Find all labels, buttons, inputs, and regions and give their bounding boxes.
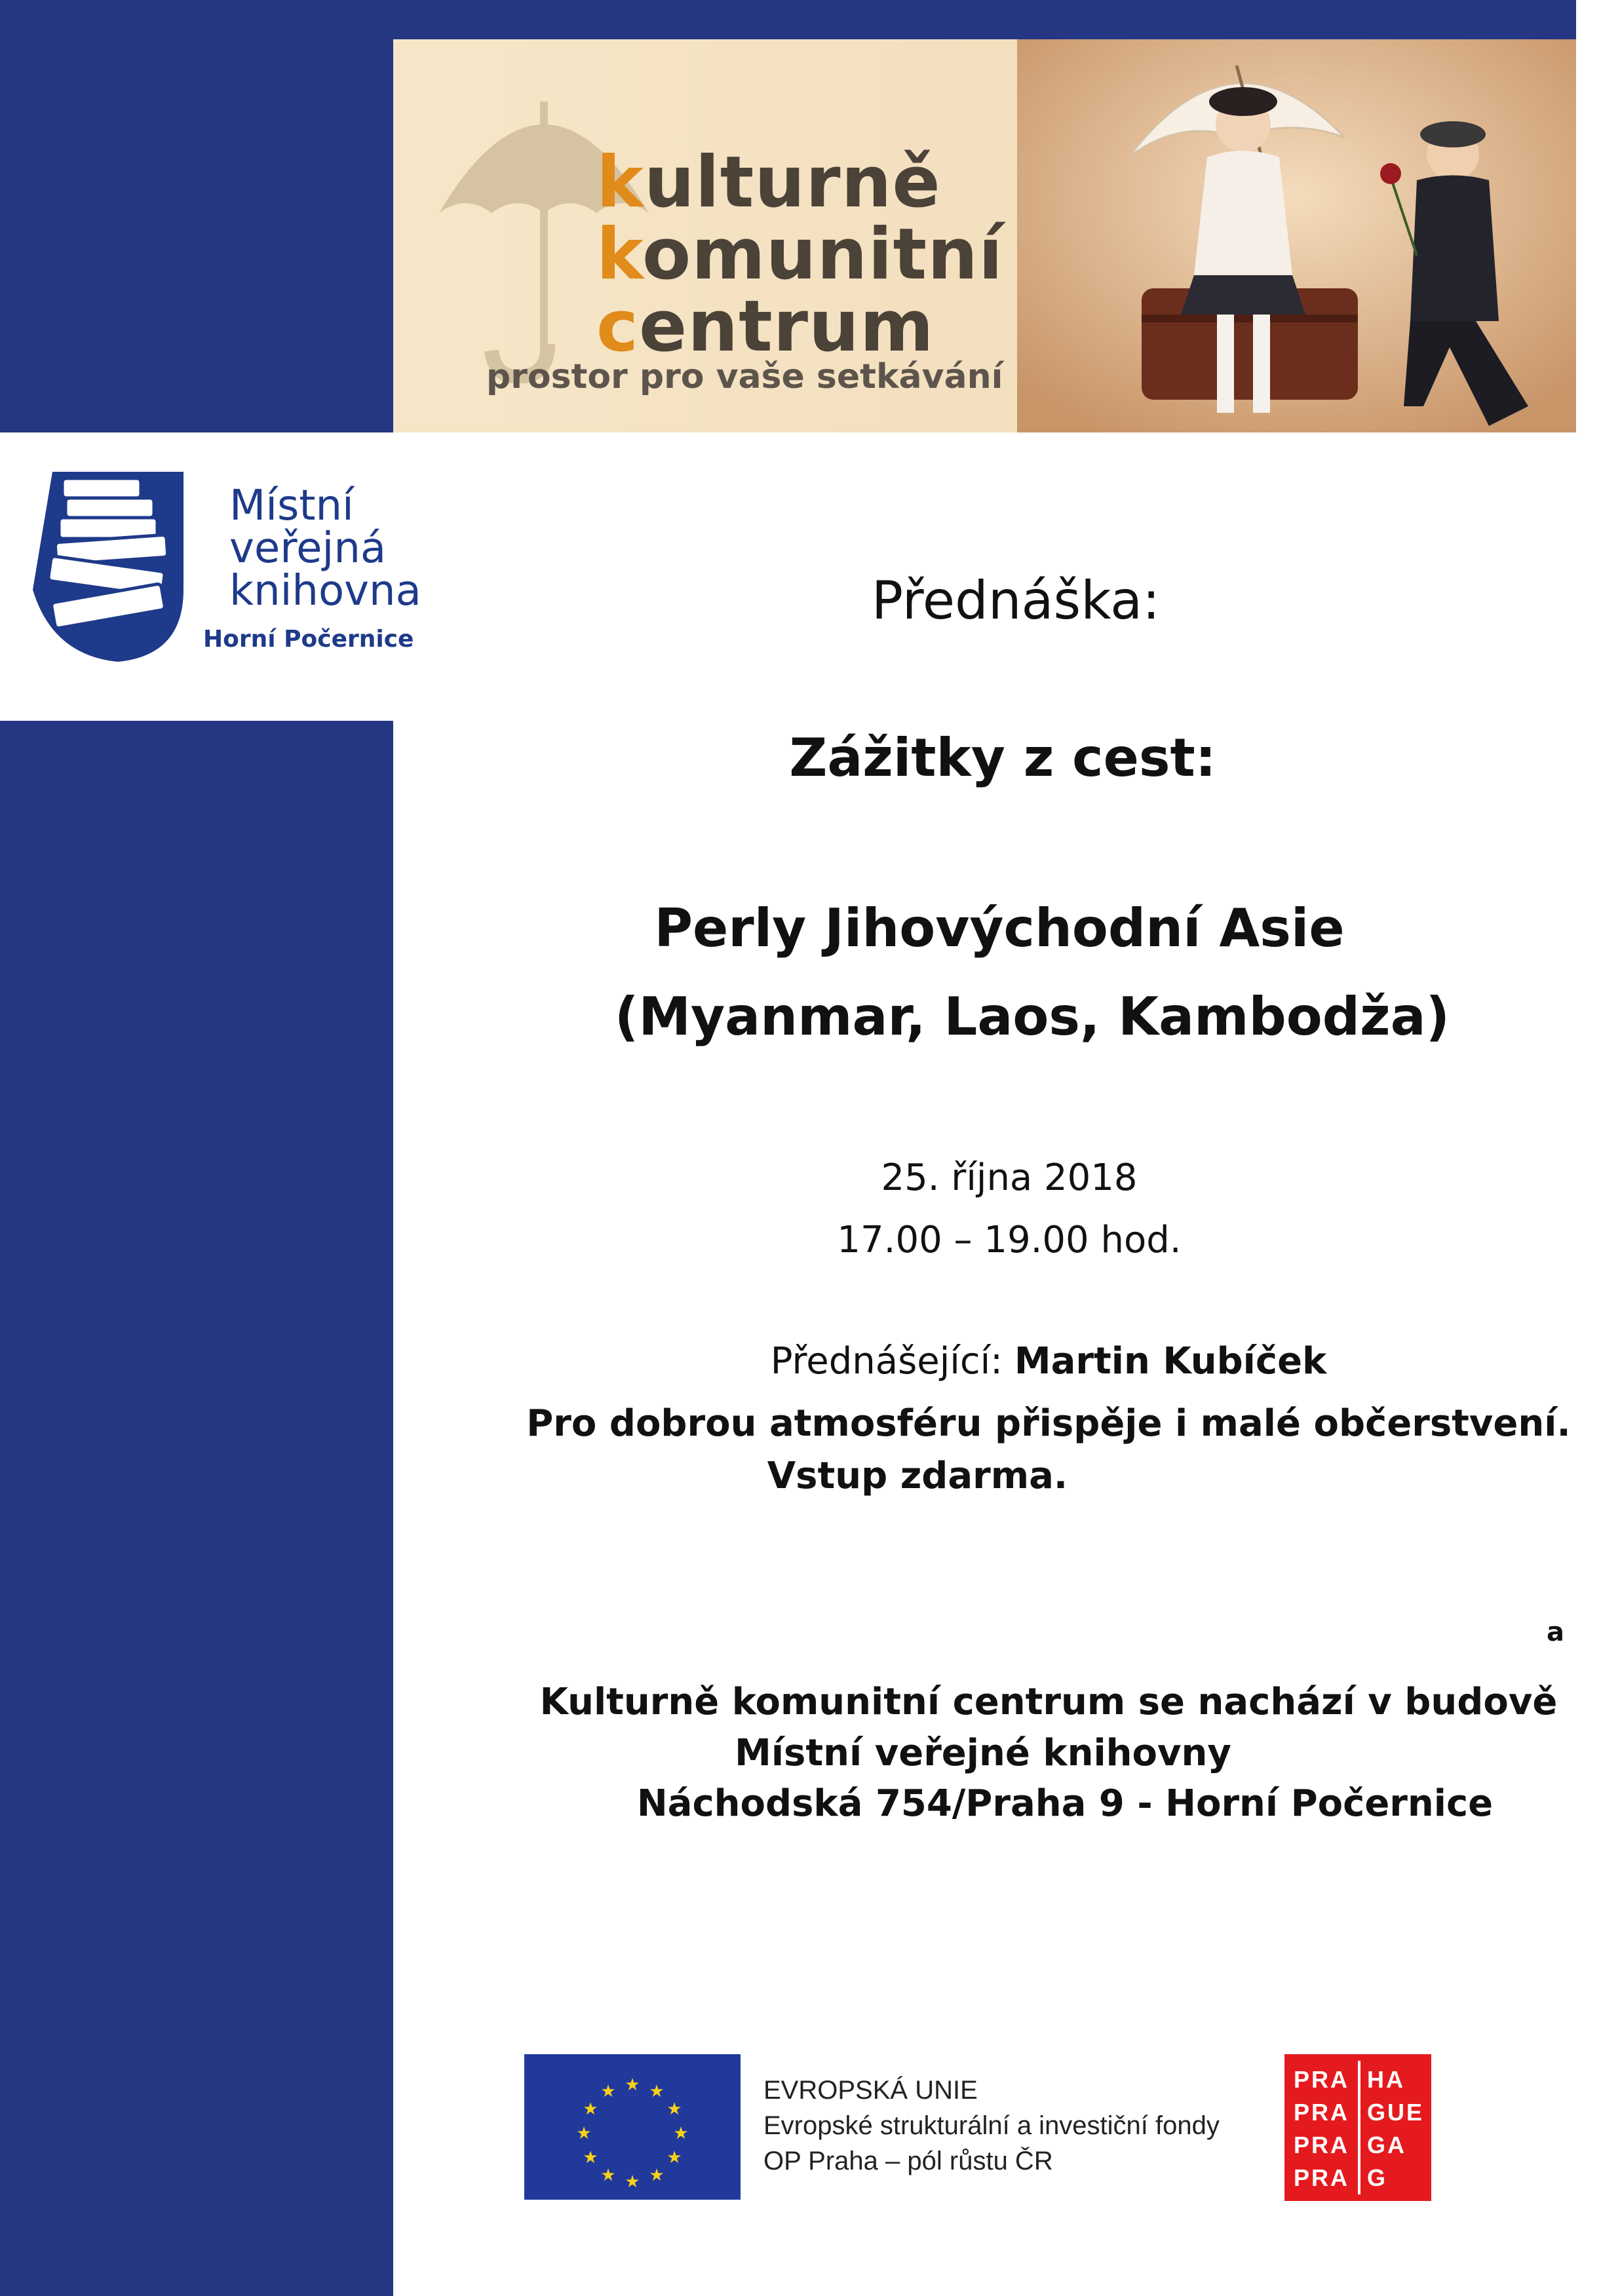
praha-logo bbox=[1284, 2054, 1431, 2201]
event-type-label: Přednáška: bbox=[871, 570, 1161, 631]
kkc-title-line2: komunitní bbox=[596, 214, 1003, 296]
event-title: Perly Jihovýchodní Asie bbox=[654, 898, 1345, 959]
event-countries: (Myanmar, Laos, Kambodža) bbox=[614, 986, 1450, 1047]
kkc-title-line3: centrum bbox=[596, 286, 935, 368]
event-entry: Vstup zdarma. bbox=[767, 1455, 1068, 1497]
event-date: 25. října 2018 bbox=[881, 1157, 1138, 1199]
svg-text:★: ★ bbox=[600, 2166, 616, 2185]
library-location: Horní Počernice bbox=[203, 626, 414, 653]
svg-text:★: ★ bbox=[625, 2075, 640, 2095]
svg-text:★: ★ bbox=[625, 2172, 640, 2192]
speaker-name: Martin Kubíček bbox=[1014, 1340, 1327, 1383]
kkc-subtitle: prostor pro vaše setkávání bbox=[486, 357, 1003, 396]
event-time: 17.00 – 19.00 hod. bbox=[837, 1219, 1182, 1261]
svg-text:★: ★ bbox=[673, 2124, 689, 2143]
library-name-line1: Místní bbox=[229, 482, 354, 530]
event-speaker bbox=[655, 1340, 1442, 1383]
svg-text:★: ★ bbox=[600, 2082, 616, 2101]
praha-logo-divider bbox=[1358, 2061, 1360, 2194]
svg-text:★: ★ bbox=[583, 2099, 598, 2119]
books-shield-icon bbox=[26, 459, 197, 668]
svg-text:★: ★ bbox=[576, 2124, 592, 2143]
praha-logo-right-column: HA GUE GA G bbox=[1367, 2066, 1425, 2191]
svg-text:★: ★ bbox=[649, 2082, 665, 2101]
svg-text:★: ★ bbox=[649, 2166, 665, 2185]
kkc-title-line1: kulturně bbox=[596, 142, 941, 223]
svg-text:★: ★ bbox=[666, 2148, 682, 2168]
event-refreshments: Pro dobrou atmosféru přispěje i malé občerstvení. bbox=[526, 1402, 1571, 1445]
address-line3: Náchodská 754/Praha 9 - Horní Počernice bbox=[636, 1782, 1494, 1825]
eu-flag-logo bbox=[524, 2054, 741, 2200]
address-line2: Místní veřejné knihovny bbox=[735, 1732, 1231, 1774]
kkc-banner bbox=[393, 39, 1576, 432]
library-name-line2: veřejná bbox=[229, 524, 387, 573]
eu-funds: Evropské strukturální a investiční fondy bbox=[763, 2111, 1220, 2140]
children-photo bbox=[1017, 39, 1576, 432]
left-blue-band-bottom bbox=[0, 721, 393, 2296]
left-blue-band-top bbox=[0, 0, 393, 432]
eu-program: OP Praha – pól růstu ČR bbox=[763, 2147, 1053, 2175]
eu-stars-icon bbox=[524, 2054, 741, 2200]
eu-title: EVROPSKÁ UNIE bbox=[763, 2076, 978, 2105]
svg-text:★: ★ bbox=[666, 2099, 682, 2119]
stray-character: a bbox=[1547, 1617, 1564, 1647]
event-series: Zážitky z cest: bbox=[789, 727, 1216, 788]
speaker-label: Přednášející: bbox=[770, 1340, 1003, 1383]
svg-text:★: ★ bbox=[583, 2148, 598, 2168]
address-line1: Kulturně komunitní centrum se nachází v budově bbox=[539, 1681, 1558, 1723]
praha-logo-left-column: PRA PRA PRA PRA bbox=[1294, 2066, 1350, 2191]
library-name-line3: knihovna bbox=[229, 567, 421, 615]
